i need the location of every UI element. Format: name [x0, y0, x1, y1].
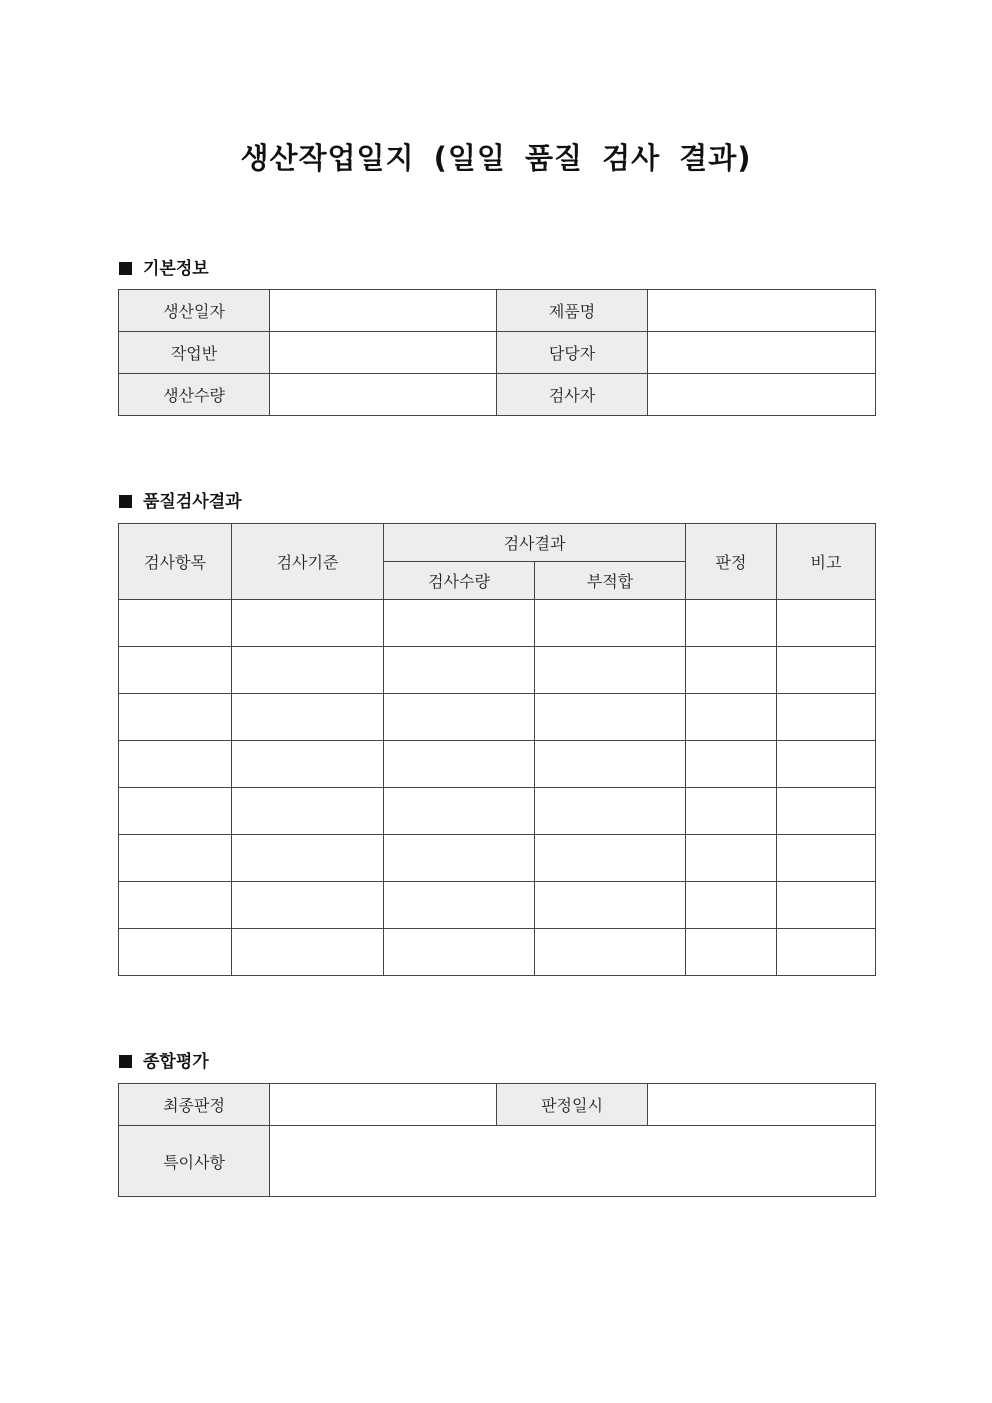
cell-item[interactable] — [119, 694, 232, 741]
cell-remarks[interactable] — [777, 600, 876, 647]
header-inspection-standard: 검사기준 — [232, 524, 384, 600]
manager-label: 담당자 — [497, 332, 648, 374]
cell-defect[interactable] — [535, 600, 686, 647]
cell-defect[interactable] — [535, 788, 686, 835]
section-heading-basic — [119, 254, 209, 279]
table-row — [119, 1084, 876, 1126]
final-judgment-field[interactable] — [270, 1084, 497, 1126]
production-qty-label: 생산수량 — [119, 374, 270, 416]
header-inspection-qty: 검사수량 — [384, 562, 535, 600]
work-team-label: 작업반 — [119, 332, 270, 374]
cell-remarks[interactable] — [777, 647, 876, 694]
cell-judgment[interactable] — [686, 929, 777, 976]
cell-item[interactable] — [119, 929, 232, 976]
cell-defect[interactable] — [535, 835, 686, 882]
cell-standard[interactable] — [232, 929, 384, 976]
cell-defect[interactable] — [535, 882, 686, 929]
cell-qty[interactable] — [384, 694, 535, 741]
table-row — [119, 647, 876, 694]
header-judgment: 판정 — [686, 524, 777, 600]
table-row — [119, 741, 876, 788]
cell-item[interactable] — [119, 882, 232, 929]
manager-field[interactable] — [648, 332, 876, 374]
cell-judgment[interactable] — [686, 600, 777, 647]
section-heading-summary — [119, 1047, 209, 1072]
cell-qty[interactable] — [384, 647, 535, 694]
cell-qty[interactable] — [384, 835, 535, 882]
cell-defect[interactable] — [535, 647, 686, 694]
product-name-field[interactable] — [648, 290, 876, 332]
section-heading-basic-text: 기본정보 — [143, 259, 209, 279]
cell-judgment[interactable] — [686, 835, 777, 882]
cell-remarks[interactable] — [777, 835, 876, 882]
section-heading-quality — [119, 487, 242, 512]
table-row — [119, 788, 876, 835]
cell-standard[interactable] — [232, 741, 384, 788]
section-heading-quality-text: 품질검사결과 — [143, 492, 242, 512]
cell-item[interactable] — [119, 600, 232, 647]
square-bullet-icon — [119, 262, 132, 275]
work-team-field[interactable] — [270, 332, 497, 374]
header-nonconformity: 부적합 — [535, 562, 686, 600]
table-row — [119, 929, 876, 976]
cell-defect[interactable] — [535, 694, 686, 741]
cell-standard[interactable] — [232, 882, 384, 929]
square-bullet-icon — [119, 495, 132, 508]
cell-standard[interactable] — [232, 788, 384, 835]
cell-judgment[interactable] — [686, 694, 777, 741]
cell-remarks[interactable] — [777, 882, 876, 929]
cell-item[interactable] — [119, 741, 232, 788]
cell-judgment[interactable] — [686, 882, 777, 929]
cell-item[interactable] — [119, 835, 232, 882]
production-qty-field[interactable] — [270, 374, 497, 416]
product-name-label: 제품명 — [497, 290, 648, 332]
inspector-field[interactable] — [648, 374, 876, 416]
basic-info-table — [118, 289, 876, 416]
table-header-row — [119, 524, 876, 562]
table-row — [119, 694, 876, 741]
production-date-field[interactable] — [270, 290, 497, 332]
header-inspection-item: 검사항목 — [119, 524, 232, 600]
section-heading-summary-text: 종합평가 — [143, 1052, 209, 1072]
cell-judgment[interactable] — [686, 647, 777, 694]
table-row — [119, 882, 876, 929]
cell-item[interactable] — [119, 788, 232, 835]
judgment-date-field[interactable] — [648, 1084, 876, 1126]
cell-qty[interactable] — [384, 600, 535, 647]
cell-judgment[interactable] — [686, 788, 777, 835]
cell-remarks[interactable] — [777, 694, 876, 741]
cell-standard[interactable] — [232, 694, 384, 741]
cell-remarks[interactable] — [777, 929, 876, 976]
square-bullet-icon — [119, 1055, 132, 1068]
cell-standard[interactable] — [232, 647, 384, 694]
cell-standard[interactable] — [232, 835, 384, 882]
quality-inspection-table — [118, 523, 876, 976]
table-row — [119, 290, 876, 332]
cell-item[interactable] — [119, 647, 232, 694]
table-row — [119, 600, 876, 647]
cell-qty[interactable] — [384, 929, 535, 976]
header-inspection-result: 검사결과 — [384, 524, 686, 562]
table-row — [119, 332, 876, 374]
page-title: 생산작업일지 (일일 품질 검사 결과) — [240, 141, 752, 175]
judgment-date-label: 판정일시 — [497, 1084, 648, 1126]
summary-table — [118, 1083, 876, 1197]
cell-qty[interactable] — [384, 882, 535, 929]
production-date-label: 생산일자 — [119, 290, 270, 332]
cell-standard[interactable] — [232, 600, 384, 647]
cell-remarks[interactable] — [777, 788, 876, 835]
special-notes-field[interactable] — [270, 1126, 876, 1197]
cell-defect[interactable] — [535, 741, 686, 788]
special-notes-label: 특이사항 — [119, 1126, 270, 1197]
cell-remarks[interactable] — [777, 741, 876, 788]
cell-qty[interactable] — [384, 741, 535, 788]
cell-judgment[interactable] — [686, 741, 777, 788]
header-remarks: 비고 — [777, 524, 876, 600]
final-judgment-label: 최종판정 — [119, 1084, 270, 1126]
inspector-label: 검사자 — [497, 374, 648, 416]
table-row — [119, 374, 876, 416]
table-row — [119, 1126, 876, 1197]
cell-qty[interactable] — [384, 788, 535, 835]
table-row — [119, 835, 876, 882]
cell-defect[interactable] — [535, 929, 686, 976]
